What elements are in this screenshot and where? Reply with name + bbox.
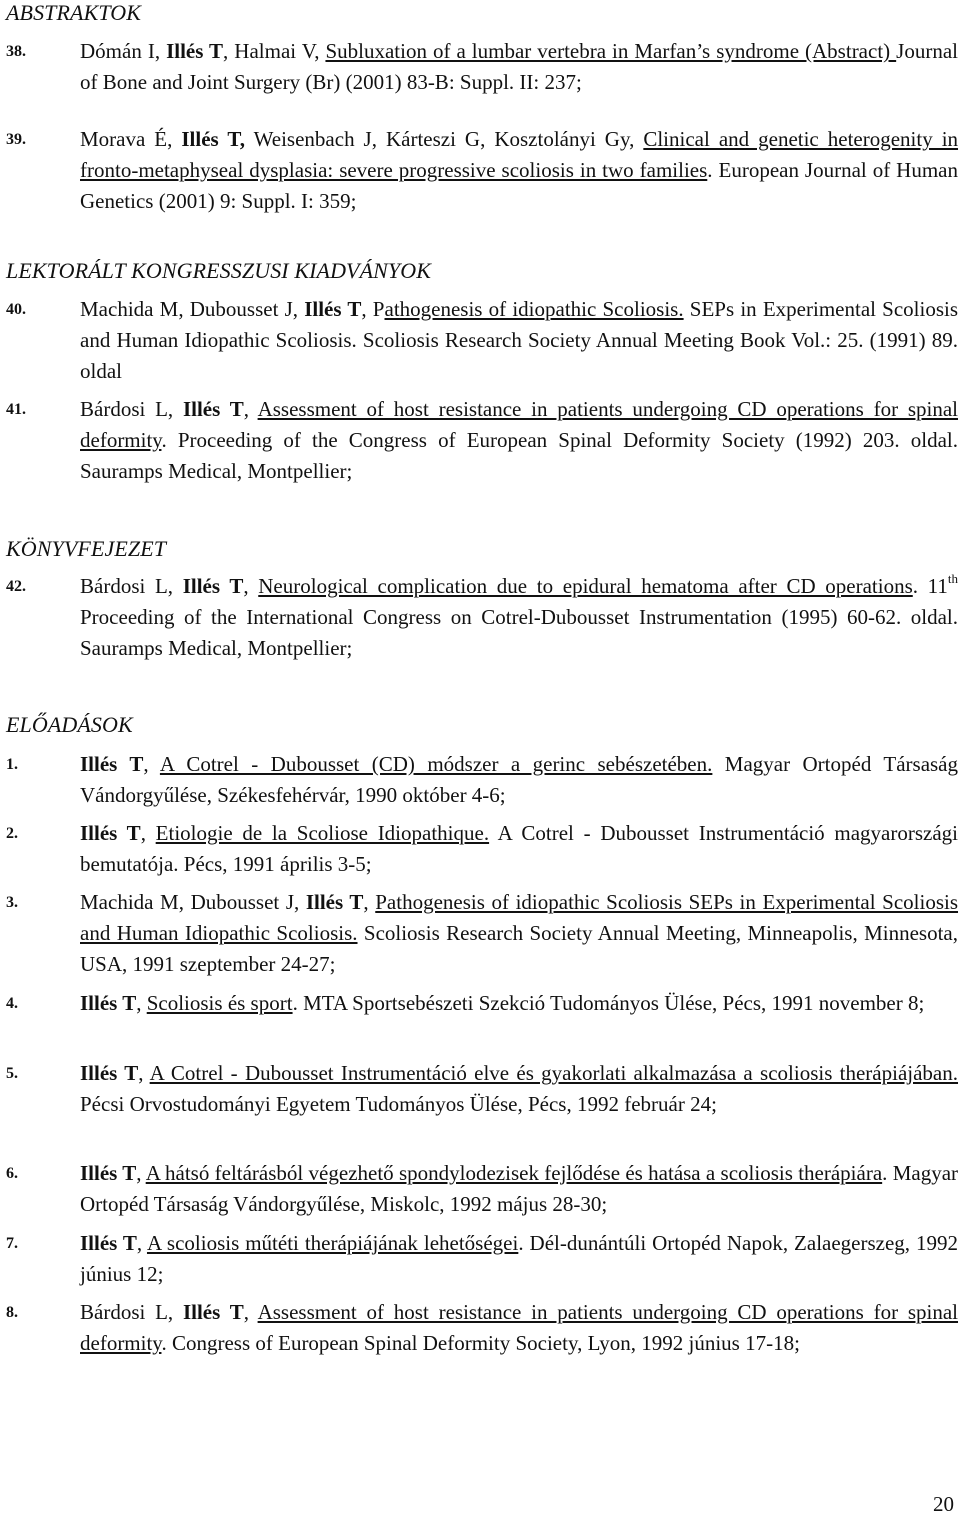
entry-text xyxy=(80,1058,958,1120)
entry-authors-cont: , xyxy=(143,752,160,776)
entry-text xyxy=(80,394,958,487)
talk-entry-1 xyxy=(6,749,958,811)
entry-authors-cont: , xyxy=(138,1061,150,1085)
entry-title: Neurological complication due to epidural hematoma after CD operations xyxy=(258,574,913,598)
entry-authors: Machida M, Dubousset J, xyxy=(80,297,305,321)
entry-authors-cont: Weisenbach J, Kárteszi G, Kosztolányi Gy, xyxy=(245,127,644,151)
entry-authors-cont: , xyxy=(136,991,147,1015)
entry-number: 1. xyxy=(6,756,18,773)
entry-citation: Journal of Bone and Joint Surgery (Br) (2001) 83-B: Suppl. II: 237; xyxy=(80,39,958,94)
entry-citation: Scoliosis Research Society Annual Meeting, Minneapolis, Minnesota, USA, 1991 szeptember 24-27; xyxy=(80,921,958,976)
entry-text xyxy=(80,571,958,664)
entry-authors-cont: , xyxy=(140,821,156,845)
entry-authors-cont: , Halmai V, xyxy=(223,39,326,63)
entry-number: 5. xyxy=(6,1065,18,1082)
entry-authors-cont: , xyxy=(243,1300,258,1324)
entry-self-author: Illés T, xyxy=(181,127,246,151)
publication-entry-40 xyxy=(6,294,958,387)
entry-number: 38. xyxy=(6,43,26,60)
entry-self-author: Illés T xyxy=(80,991,137,1015)
entry-text xyxy=(80,294,958,387)
entry-self-author: Illés T xyxy=(166,39,224,63)
entry-authors-cont: , xyxy=(243,574,259,598)
entry-citation: . MTA Sportsebészeti Szekció Tudományos Ülése, Pécs, 1991 november 8; xyxy=(292,991,925,1015)
entry-citation: . Proceeding of the Congress of European Spinal Deformity Society (1992) 203. oldal. Sauramps Medical, Montpellier; xyxy=(80,428,958,483)
entry-citation: A Cotrel - Dubousset Instrumentáció magyarországi bemutatója. Pécs, 1991 április 3-5; xyxy=(80,821,959,876)
talk-entry-7 xyxy=(6,1228,958,1290)
entry-authors: Bárdosi L, xyxy=(80,574,183,598)
entry-title: Assessment of host resistance in patients undergoing CD operations for spinal deformity xyxy=(80,397,959,452)
entry-self-author: Illés T xyxy=(80,1231,137,1255)
entry-authors: Dómán I, xyxy=(80,39,167,63)
entry-text xyxy=(80,1297,958,1359)
entry-text xyxy=(80,749,958,811)
entry-authors-cont: , P xyxy=(361,297,385,321)
entry-citation: Magyar Ortopéd Társaság Vándorgyűlése, Székesfehérvár, 1990 október 4-6; xyxy=(80,752,959,807)
publication-entry-42 xyxy=(6,571,958,664)
entry-title: A hátsó feltárásból végezhető spondylodezisek fejlődése és hatása a scoliosis therápiára xyxy=(145,1161,883,1185)
entry-number: 7. xyxy=(6,1235,18,1252)
entry-authors: Machida M, Dubousset J, xyxy=(80,890,306,914)
entry-authors-cont: , xyxy=(363,890,376,914)
entry-title: A Cotrel - Dubousset (CD) módszer a gerinc sebészetében. xyxy=(159,752,713,776)
entry-title: A scoliosis műtéti therápiájának lehetőségei xyxy=(146,1231,519,1255)
entry-citation: . European Journal of Human Genetics (2001) 9: Suppl. I: 359; xyxy=(80,158,958,213)
entry-self-author: Illés T xyxy=(182,574,244,598)
publication-entry-38 xyxy=(6,36,958,98)
entry-text xyxy=(80,818,958,880)
entry-self-author: Illés T xyxy=(305,890,364,914)
entry-authors-cont: , xyxy=(136,1231,147,1255)
entry-title: athogenesis of idiopathic Scoliosis. xyxy=(384,297,684,321)
entry-title: Scoliosis és sport xyxy=(146,991,293,1015)
entry-citation: . Magyar Ortopéd Társaság Vándorgyűlése, Miskolc, 1992 május 28-30; xyxy=(80,1161,959,1216)
talk-entry-2 xyxy=(6,818,958,880)
entry-citation: . 11 xyxy=(912,574,948,598)
entry-self-author: Illés T xyxy=(182,1300,244,1324)
talk-entry-8 xyxy=(6,1297,958,1359)
talk-entry-5 xyxy=(6,1058,958,1120)
entry-text xyxy=(80,887,958,980)
entry-authors-cont: , xyxy=(136,1161,146,1185)
entry-number: 41. xyxy=(6,401,26,418)
entry-self-author: Illés T xyxy=(182,397,244,421)
entry-title: Pathogenesis of idiopathic Scoliosis SEPs in Experimental Scoliosis and Human Idiopathic Scoliosis. xyxy=(80,890,959,945)
entry-title: Etiologie de la Scoliose Idiopathique. xyxy=(155,821,490,845)
entry-title: Clinical and genetic heterogenity in fronto-metaphyseal dysplasia: severe progressive scoliosis in two families xyxy=(80,127,959,182)
entry-number: 42. xyxy=(6,578,26,595)
entry-text xyxy=(80,36,958,98)
entry-authors: Bárdosi L, xyxy=(80,1300,183,1324)
entry-number: 8. xyxy=(6,1304,18,1321)
page-number: 20 xyxy=(933,1492,954,1516)
entry-authors: Bárdosi L, xyxy=(80,397,183,421)
entry-number: 4. xyxy=(6,995,18,1012)
entry-citation-cont: Proceeding of the International Congress on Cotrel-Dubousset Instrumentation (1995) 60-62. oldal. Sauramps Medical, Montpellier; xyxy=(80,605,958,660)
entry-text xyxy=(80,124,958,217)
entry-citation: . Congress of European Spinal Deformity Society, Lyon, 1992 június 17-18; xyxy=(161,1331,800,1355)
entry-superscript: th xyxy=(947,571,959,586)
entry-citation: SEPs in Experimental Scoliosis and Human Idiopathic Scoliosis. Scoliosis Research Society Annual Meeting Book Vol.: 25. (1991) 89. oldal xyxy=(80,297,959,383)
entry-number: 6. xyxy=(6,1165,18,1182)
entry-title: Assessment of host resistance in patients undergoing CD operations for spinal deformity xyxy=(80,1300,959,1355)
entry-authors-cont: , xyxy=(243,397,258,421)
publication-entry-39 xyxy=(6,124,958,217)
publication-entry-41 xyxy=(6,394,958,487)
section-heading-lectured-proceedings: LEKTORÁLT KONGRESSZUSI KIADVÁNYOK xyxy=(6,258,432,283)
entry-title: A Cotrel - Dubousset Instrumentáció elve és gyakorlati alkalmazása a scoliosis therápiájában. xyxy=(149,1061,959,1085)
entry-self-author: Illés T xyxy=(80,821,141,845)
talk-entry-3 xyxy=(6,887,958,980)
entry-self-author: Illés T xyxy=(80,1061,139,1085)
entry-authors: Morava É, xyxy=(80,127,182,151)
entry-text xyxy=(80,988,958,1019)
entry-self-author: Illés T xyxy=(80,752,144,776)
entry-number: 3. xyxy=(6,894,18,911)
section-heading-book-chapter: KÖNYVFEJEZET xyxy=(6,536,167,561)
entry-self-author: Illés T xyxy=(304,297,362,321)
entry-title: Subluxation of a lumbar vertebra in Marfan’s syndrome (Abstract) xyxy=(325,39,897,63)
talk-entry-6 xyxy=(6,1158,958,1220)
entry-citation: Pécsi Orvostudományi Egyetem Tudományos Ülése, Pécs, 1992 február 24; xyxy=(80,1092,717,1116)
section-heading-abstracts: ABSTRAKTOK xyxy=(6,0,142,25)
entry-number: 2. xyxy=(6,825,18,842)
entry-text xyxy=(80,1158,958,1220)
talk-entry-4 xyxy=(6,988,958,1019)
section-heading-talks: ELŐADÁSOK xyxy=(6,712,133,737)
entry-text xyxy=(80,1228,958,1290)
entry-number: 40. xyxy=(6,301,26,318)
entry-citation: . Dél-dunántúli Ortopéd Napok, Zalaegerszeg, 1992 június 12; xyxy=(80,1231,958,1286)
entry-self-author: Illés T xyxy=(80,1161,137,1185)
entry-number: 39. xyxy=(6,131,26,148)
